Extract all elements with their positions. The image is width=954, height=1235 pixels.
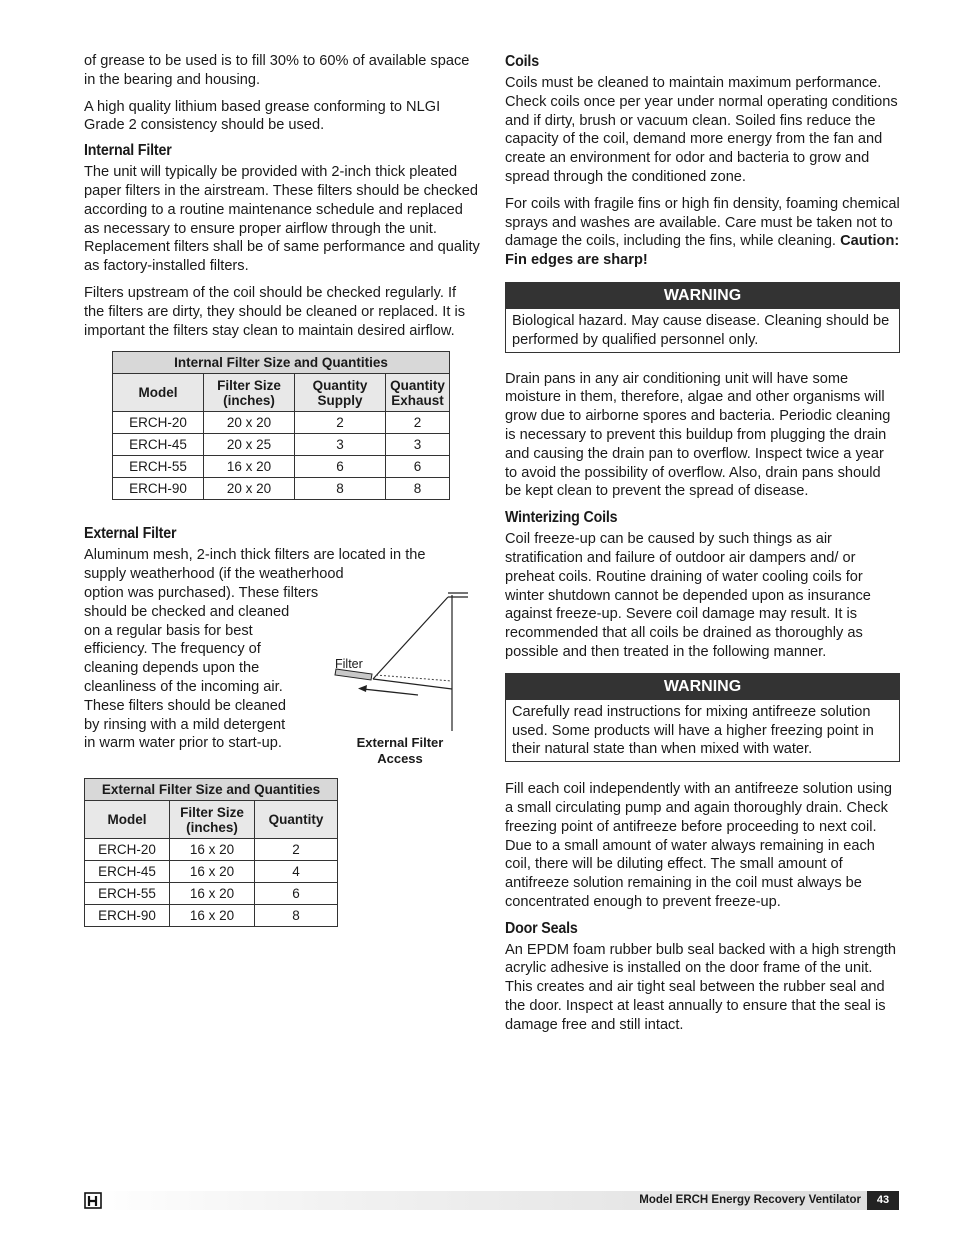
- coils-paragraph-1: Coils must be cleaned to maintain maximum performance. Check coils once per year under normal operating conditions and if dirty, brush or vacuum clean. Soiled fins reduce the capacity of the coil, demand more energy from the fan and create an environment for odor and bacteria to grow and spread through the conditioned zone.: [505, 75, 898, 185]
- figure-caption-line-1: External Filter: [356, 735, 444, 750]
- external-filter-line: option was purchased). These filters: [84, 584, 319, 601]
- table-cell: 6: [386, 456, 450, 478]
- table-cell: ERCH-55: [113, 456, 204, 478]
- table-cell: 3: [295, 434, 386, 456]
- warning-box-antifreeze: [505, 673, 900, 762]
- winterizing-coils-heading: Winterizing Coils: [505, 509, 618, 527]
- external-filter-line: efficiency. The frequency of: [84, 641, 261, 658]
- external-filter-line: should be checked and cleaned: [84, 603, 290, 620]
- table-row: [85, 905, 338, 927]
- table-header: Filter Size (inches): [204, 374, 295, 412]
- external-filter-line: These filters should be cleaned: [84, 697, 287, 714]
- external-filter-access-caption: [340, 735, 460, 767]
- filter-label: Filter: [335, 657, 363, 671]
- external-filter-table: [84, 778, 338, 927]
- warning-title: WARNING: [506, 283, 899, 309]
- warning-body: Biological hazard. May cause disease. Cleaning should be performed by qualified personnel only.: [512, 312, 890, 348]
- external-filter-line: in warm water prior to start-up.: [84, 735, 282, 752]
- page-number: 43: [867, 1191, 899, 1210]
- coils-heading: Coils: [505, 53, 539, 70]
- warning-box-biological: [505, 282, 900, 353]
- external-filter-line: supply weatherhood (if the weatherhood: [84, 566, 344, 583]
- internal-filter-paragraph-1: The unit will typically be provided with 2-inch thick pleated paper filters in the airstream. These filters should be checked according to a routine maintenance schedule and replaced as necessary to ensure proper airflow through the unit. Replacement filters shall be of same performance and quality as factory-installed filters.: [84, 164, 480, 275]
- external-filter-access-diagram: [300, 585, 480, 735]
- table-cell: 8: [386, 478, 450, 500]
- table-cell: ERCH-90: [85, 905, 170, 927]
- warning-title: WARNING: [506, 674, 899, 700]
- table-header: Quantity Supply: [295, 374, 386, 412]
- external-filter-line: by rinsing with a mild detergent: [84, 716, 286, 733]
- table-cell: 16 x 20: [170, 839, 255, 861]
- table-cell: 3: [386, 434, 450, 456]
- table-header: Quantity: [255, 801, 338, 839]
- table-cell: 6: [295, 456, 386, 478]
- table-header: Model: [113, 374, 204, 412]
- right-column: [505, 52, 900, 1043]
- table-row: [113, 434, 450, 456]
- table-row: [85, 861, 338, 883]
- table-cell: 16 x 20: [170, 861, 255, 883]
- winterizing-paragraph: Coil freeze-up can be caused by such things as air stratification and failure of outdoor air dampers and/ or preheat coils. Routine draining of water cooling coils for winter shutdown cannot be depended upon as insurance against freeze-up. Severe coil damage may result. It is recommended that all coils be drained as thoroughly as possible and then treated in the following manner.: [505, 531, 871, 660]
- external-filter-line: cleaning depends upon the: [84, 660, 260, 677]
- caution-text: Caution: Fin edges are sharp!: [505, 233, 900, 269]
- table-header: Filter Size (inches): [170, 801, 255, 839]
- external-filter-line: Aluminum mesh, 2-inch thick filters are located in the: [84, 547, 426, 564]
- table-cell: 2: [386, 412, 450, 434]
- table-cell: 8: [255, 905, 338, 927]
- table-cell: 16 x 20: [204, 456, 295, 478]
- warning-body: Carefully read instructions for mixing antifreeze solution used. Some products will have a higher freezing point in their natural state than when mixed with water.: [512, 703, 874, 758]
- table-cell: 6: [255, 883, 338, 905]
- table-header: Quantity Exhaust: [386, 374, 450, 412]
- table-cell: ERCH-45: [113, 434, 204, 456]
- table-header: Model: [85, 801, 170, 839]
- door-seals-heading: Door Seals: [505, 919, 578, 937]
- internal-filter-table: [112, 351, 450, 500]
- internal-filter-table-caption: Internal Filter Size and Quantities: [113, 352, 450, 374]
- table-cell: 2: [255, 839, 338, 861]
- external-filter-table-caption: External Filter Size and Quantities: [85, 779, 338, 801]
- coils-paragraph-2: [505, 195, 900, 270]
- internal-filter-heading: Internal Filter: [84, 142, 172, 160]
- table-row: [85, 883, 338, 905]
- footer-model-name: Model ERCH Energy Recovery Ventilator: [639, 1194, 861, 1206]
- table-cell: 8: [295, 478, 386, 500]
- figure-caption-line-2: Access: [377, 751, 423, 766]
- table-cell: ERCH-20: [85, 839, 170, 861]
- external-filter-line: cleanliness of the incoming air.: [84, 678, 283, 695]
- table-cell: 16 x 20: [170, 883, 255, 905]
- fill-coil-paragraph: Fill each coil independently with an antifreeze solution using a small circulating pump and again thoroughly drain. Check freezing point of antifreeze before proceeding to next coil. Due to a small amount of water always remaining in each coil, there will be diluting effect. The small amount of antifreeze solution remaining in the coil must always be concentrated enough to prevent freeze-up.: [505, 781, 892, 910]
- coils-paragraph-2-text: For coils with fragile fins or high fin density, foaming chemical sprays and washes are available. Care must be taken not to damage the coils, including the fins, while cleaning.: [505, 195, 900, 250]
- table-row: [113, 412, 450, 434]
- door-seals-paragraph: An EPDM foam rubber bulb seal backed with a high strength acrylic adhesive is installed on the door frame of the unit. This creates and air tight seal between the rubber seal and the door. Inspect at least annually to ensure that the seal is damage free and still intact.: [505, 941, 897, 1033]
- internal-filter-paragraph-2: Filters upstream of the coil should be checked regularly. If the filters are dirty, they should be cleaned or replaced. It is important the filters stay clean to maintain desired airflow.: [84, 284, 465, 339]
- intro-paragraph-1: of grease to be used is to fill 30% to 60% of available space in the bearing and housing.: [84, 53, 470, 88]
- table-row: [113, 478, 450, 500]
- external-filter-heading: External Filter: [84, 525, 177, 543]
- drain-pan-paragraph: Drain pans in any air conditioning unit will have some moisture in them, therefore, algae and other organisms will grow due to airborne spores and bacteria. Periodic cleaning is necessary to prevent this buildup from plugging the drain and causing the drain pan to overflow. Inspect twice a year to avoid the possibility of overflow. Also, drain pans should be kept clean to prevent the spread of disease.: [505, 370, 891, 500]
- table-cell: ERCH-20: [113, 412, 204, 434]
- intro-paragraph-2: A high quality lithium based grease conforming to NLGI Grade 2 consistency should be used.: [84, 98, 441, 134]
- table-cell: 4: [255, 861, 338, 883]
- table-cell: 20 x 20: [204, 412, 295, 434]
- table-row: [113, 456, 450, 478]
- table-cell: 2: [295, 412, 386, 434]
- table-cell: ERCH-45: [85, 861, 170, 883]
- table-cell: ERCH-90: [113, 478, 204, 500]
- page-footer: [84, 1191, 899, 1210]
- table-cell: 20 x 25: [204, 434, 295, 456]
- greenheck-logo-icon: [84, 1191, 104, 1210]
- table-cell: 16 x 20: [170, 905, 255, 927]
- table-cell: ERCH-55: [85, 883, 170, 905]
- table-cell: 20 x 20: [204, 478, 295, 500]
- table-row: [85, 839, 338, 861]
- external-filter-line: on a regular basis for best: [84, 622, 253, 639]
